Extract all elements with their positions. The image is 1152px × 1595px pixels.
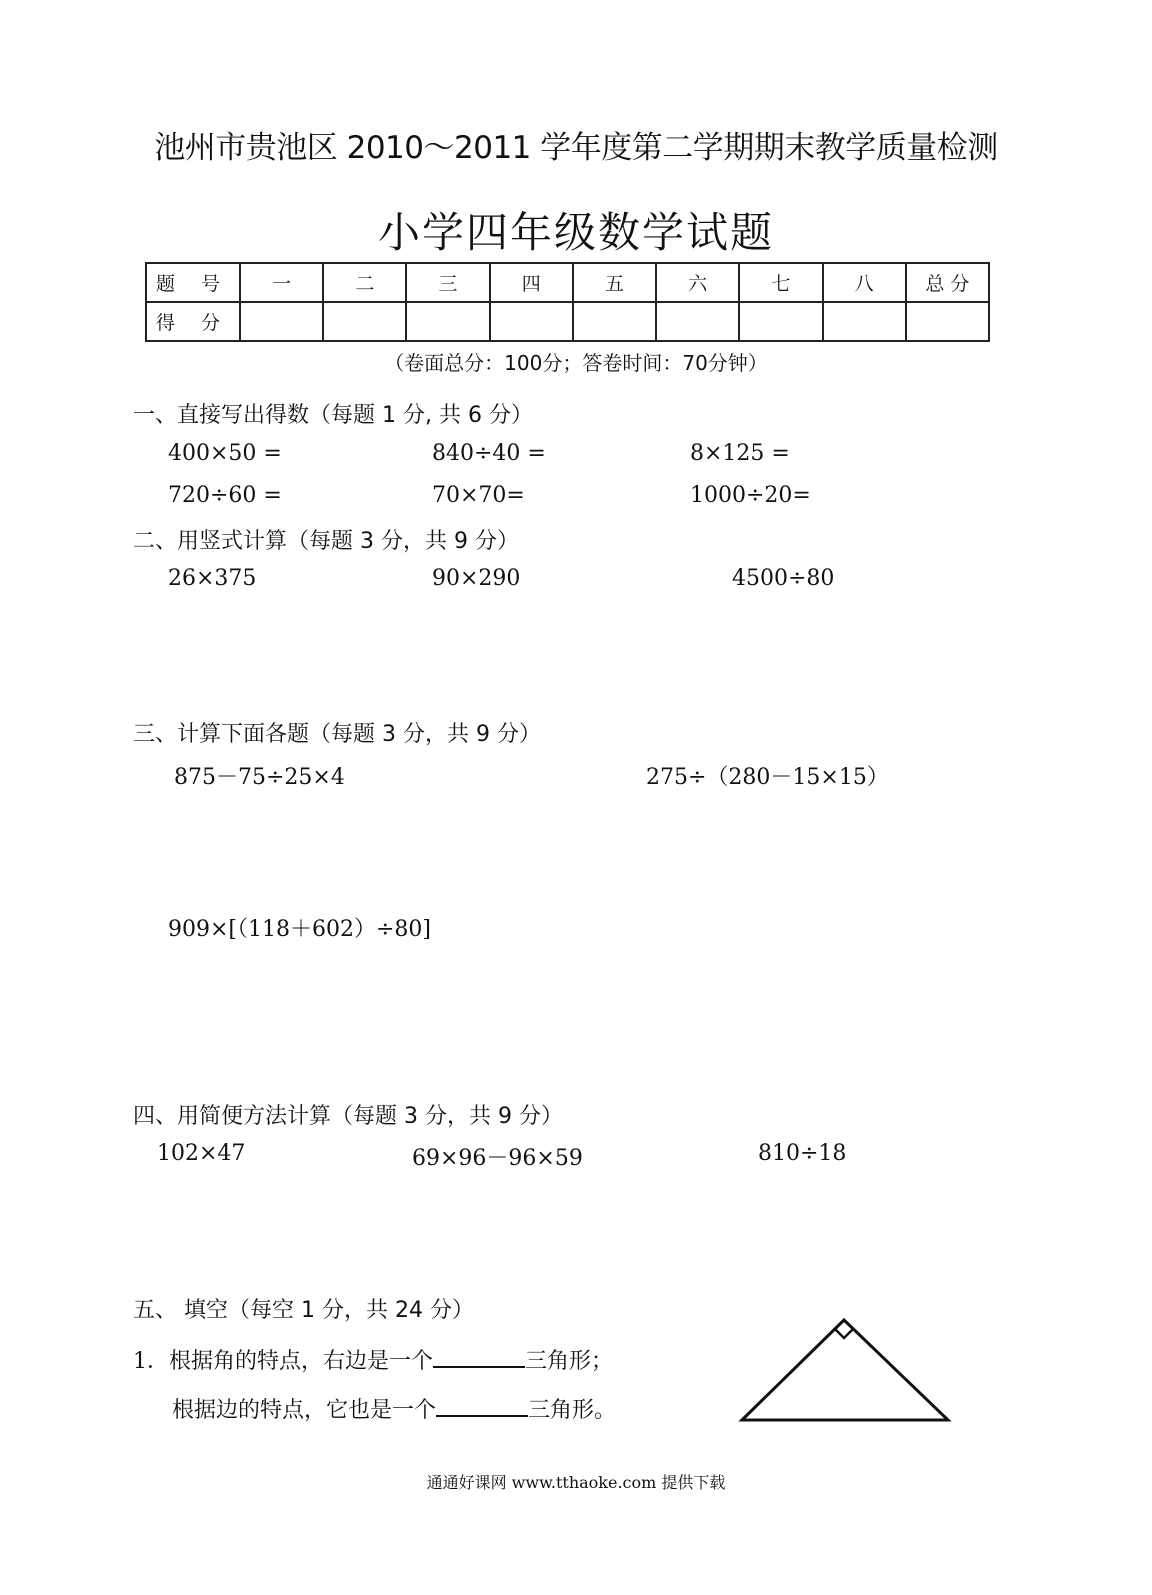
score-table-cell: 七: [739, 263, 822, 302]
score-cell-empty: [906, 302, 989, 341]
score-cell-empty: [656, 302, 739, 341]
problem: 1000÷20=: [690, 483, 811, 508]
score-cell-empty: [406, 302, 489, 341]
score-cell-empty: [240, 302, 323, 341]
exam-info: （卷面总分：100分；答卷时间：70分钟）: [384, 351, 768, 375]
fill-blank-question: [172, 1393, 616, 1424]
problem: 400×50 =: [168, 441, 282, 466]
problem: 26×375: [168, 566, 257, 591]
problem: 810÷18: [758, 1141, 847, 1166]
score-cell-empty: [323, 302, 406, 341]
problem: 720÷60 =: [168, 483, 282, 508]
question-text: 三角形。: [528, 1398, 617, 1423]
problem: 4500÷80: [732, 566, 835, 591]
problem: 90×290: [432, 566, 521, 591]
problem: 840÷40 =: [432, 441, 546, 466]
score-cell-empty: [490, 302, 573, 341]
score-table-cell: 四: [490, 263, 573, 302]
triangle-outline: [742, 1320, 948, 1420]
section-heading: 一、直接写出得数（每题 1 分, 共 6 分）: [133, 403, 533, 428]
section-heading: 二、用竖式计算（每题 3 分，共 9 分）: [133, 529, 519, 554]
problem: 909×[（118＋602）÷80]: [168, 917, 432, 942]
problem: 102×47: [157, 1141, 246, 1166]
score-cell-empty: [739, 302, 822, 341]
question-text: 根据边的特点，它也是一个: [172, 1398, 437, 1423]
score-table-cell: 五: [573, 263, 656, 302]
exam-title: 小学四年级数学试题: [377, 208, 774, 257]
question-text: 1．根据角的特点，右边是一个: [133, 1349, 433, 1374]
fill-blank-question: [133, 1344, 613, 1375]
section-heading: 三、计算下面各题（每题 3 分，共 9 分）: [133, 722, 541, 747]
score-row-label: 得 分: [146, 302, 240, 341]
score-table-cell: 总 分: [906, 263, 989, 302]
score-table-cell: 八: [823, 263, 906, 302]
problem: 8×125 =: [690, 441, 790, 466]
score-table: [145, 262, 990, 342]
answer-blank[interactable]: [433, 1344, 525, 1368]
score-table-score-row: [146, 302, 989, 341]
problem: 70×70=: [432, 483, 525, 508]
score-table-cell: 一: [240, 263, 323, 302]
answer-blank[interactable]: [436, 1393, 528, 1417]
problem: 69×96－96×59: [412, 1146, 583, 1171]
right-isosceles-triangle-figure: [730, 1310, 960, 1435]
exam-header: 池州市贵池区 2010～2011 学年度第二学期期末教学质量检测: [154, 130, 998, 166]
problem: 875－75÷25×4: [174, 765, 345, 790]
section-heading: 五、 填空（每空 1 分，共 24 分）: [133, 1298, 474, 1323]
score-cell-empty: [573, 302, 656, 341]
score-table-cell: 二: [323, 263, 406, 302]
score-table-cell: 三: [406, 263, 489, 302]
problem: 275÷（280－15×15）: [646, 765, 889, 790]
score-table-cell: 题 号: [146, 263, 240, 302]
score-table-cell: 六: [656, 263, 739, 302]
question-text: 三角形；: [525, 1349, 614, 1374]
right-angle-marker: [835, 1329, 853, 1338]
footer-credit: 通通好课网 www.tthaoke.com 提供下载: [426, 1473, 726, 1492]
score-table-header-row: [146, 263, 989, 302]
section-heading: 四、用简便方法计算（每题 3 分，共 9 分）: [133, 1104, 563, 1129]
score-cell-empty: [823, 302, 906, 341]
